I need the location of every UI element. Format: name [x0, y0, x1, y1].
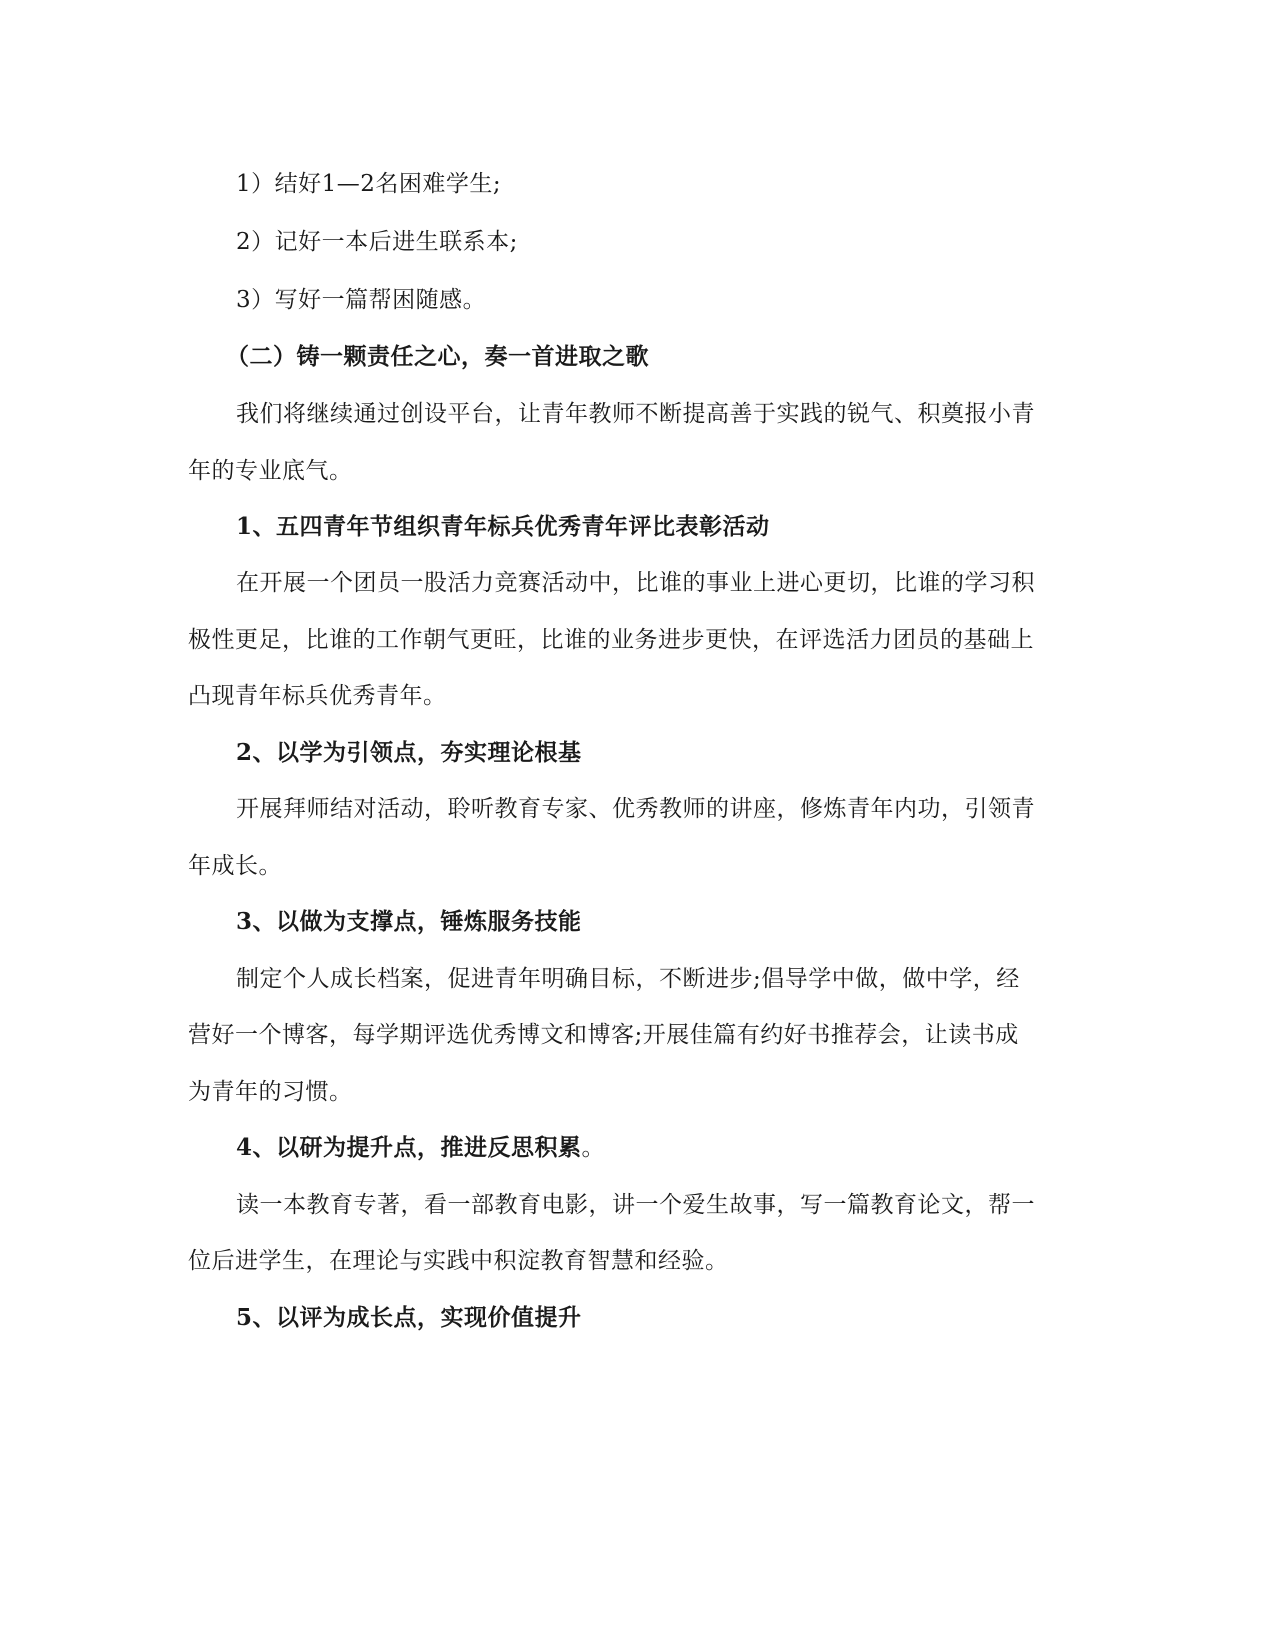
subheading-3: 3、以做为支撑点，锤炼服务技能 — [236, 908, 582, 935]
subsection-2-line-1: 开展拜师结对活动，聆听教育专家、优秀教师的讲座，修炼青年内功，引领青 — [236, 796, 1035, 822]
subheading-4-text: 4、以研为提升点，推进反思积累 — [236, 1134, 582, 1161]
paragraph-1-line-2: 年的专业底气。 — [188, 458, 353, 484]
subsection-3-line-1: 制定个人成长档案，促进青年明确目标，不断进步;倡导学中做，做中学，经 — [236, 966, 1020, 992]
subheading-4-end: 。 — [581, 1135, 606, 1161]
subsection-4-line-1: 读一本教育专著，看一部教育电影，讲一个爱生故事，写一篇教育论文，帮一 — [236, 1192, 1035, 1218]
subsection-1-line-1: 在开展一个团员一股活力竞赛活动中，比谁的事业上进心更切，比谁的学习积 — [236, 570, 1035, 596]
subheading-2: 2、以学为引领点，夯实理论根基 — [236, 739, 582, 766]
paragraph-1-line-1: 我们将继续通过创设平台，让青年教师不断提高善于实践的锐气、积奠报小青 — [236, 401, 1035, 427]
list-item-1: 1）结好1—2名困难学生; — [236, 171, 502, 197]
subsection-4-line-2: 位后进学生，在理论与实践中积淀教育智慧和经验。 — [188, 1248, 729, 1274]
section-heading-two: （二）铸一颗责任之心，奏一首进取之歌 — [226, 343, 649, 370]
subsection-1-line-3: 凸现青年标兵优秀青年。 — [188, 683, 447, 709]
subheading-1: 1、五四青年节组织青年标兵优秀青年评比表彰活动 — [236, 513, 770, 540]
list-item-3: 3）写好一篇帮困随感。 — [236, 287, 487, 313]
subsection-2-line-2: 年成长。 — [188, 853, 282, 879]
list-item-2: 2）记好一本后进生联系本; — [236, 229, 518, 255]
subheading-4 — [236, 1132, 605, 1164]
subheading-5: 5、以评为成长点，实现价值提升 — [236, 1304, 582, 1331]
subsection-1-line-2: 极性更足，比谁的工作朝气更旺，比谁的业务进步更快，在评选活力团员的基础上 — [188, 627, 1034, 653]
subsection-3-line-3: 为青年的习惯。 — [188, 1079, 353, 1105]
subsection-3-line-2: 营好一个博客，每学期评选优秀博文和博客;开展佳篇有约好书推荐会，让读书成 — [188, 1022, 1019, 1048]
